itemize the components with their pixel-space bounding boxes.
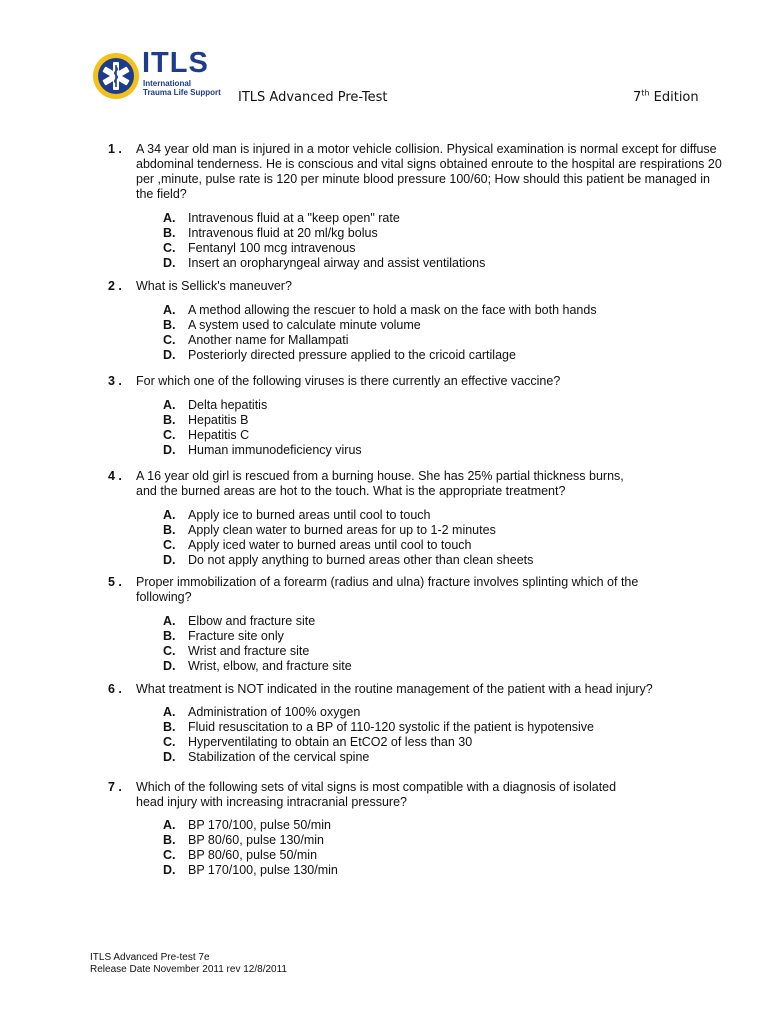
option-a[interactable]: A. Apply ice to burned areas until cool to touch <box>163 508 431 522</box>
option-a[interactable]: A. Delta hepatitis <box>163 398 268 412</box>
option-b[interactable]: B. Intravenous fluid at 20 ml/kg bolus <box>163 226 378 240</box>
answer-options <box>163 303 597 363</box>
footer-line: Release Date November 2011 rev 12/8/2011 <box>90 964 287 975</box>
option-c[interactable]: C. BP 80/60, pulse 50/min <box>163 848 318 862</box>
document-title: ITLS Advanced Pre-Test <box>238 90 388 105</box>
question-text: What is Sellick's maneuver? <box>136 279 292 293</box>
question-text: What treatment is NOT indicated in the routine management of the patient with a head injury? <box>136 682 653 696</box>
logo-subtitle: International Trauma Life Support <box>143 79 221 97</box>
option-c[interactable]: C. Hepatitis C <box>163 428 250 442</box>
option-c[interactable]: C. Hyperventilating to obtain an EtCO2 of less than 30 <box>163 735 473 749</box>
answer-options <box>163 818 338 878</box>
question-text: For which one of the following viruses is there currently an effective vaccine? <box>136 374 561 388</box>
option-a[interactable]: A. Administration of 100% oxygen <box>163 705 361 719</box>
answer-options <box>163 614 352 674</box>
answer-options <box>163 211 485 271</box>
logo-wordmark: ITLS <box>142 47 209 79</box>
option-d[interactable]: D. Human immunodeficiency virus <box>163 443 362 457</box>
option-b[interactable]: B. Apply clean water to burned areas for up to 1-2 minutes <box>163 523 496 537</box>
option-c[interactable]: C. Fentanyl 100 mcg intravenous <box>163 241 356 255</box>
answer-options <box>163 398 362 458</box>
option-d[interactable]: D. Posteriorly directed pressure applied to the cricoid cartilage <box>163 348 516 362</box>
question-text: A 16 year old girl is rescued from a burning house. She has 25% partial thickness burns, and the burned areas are hot to the touch. What is the appropriate treatment? <box>136 469 624 498</box>
option-a[interactable]: A. A method allowing the rescuer to hold a mask on the face with both hands <box>163 303 597 317</box>
option-d[interactable]: D. Insert an oropharyngeal airway and assist ventilations <box>163 256 486 270</box>
footer-line: ITLS Advanced Pre-test 7e <box>90 952 210 963</box>
option-a[interactable]: A. Elbow and fracture site <box>163 614 316 628</box>
page-header <box>0 0 768 120</box>
answer-options <box>163 705 594 765</box>
edition-label: 7th Edition <box>633 88 699 105</box>
question-number: 3 . <box>108 374 122 388</box>
option-c[interactable]: C. Another name for Mallampati <box>163 333 349 347</box>
itls-logo <box>92 46 224 104</box>
option-c[interactable]: C. Wrist and fracture site <box>163 644 310 658</box>
question-number: 6 . <box>108 682 122 696</box>
question-text: Which of the following sets of vital signs is most compatible with a diagnosis of isolated head injury with increasing intracranial pressure? <box>136 780 617 809</box>
option-b[interactable]: B. A system used to calculate minute volume <box>163 318 421 332</box>
option-b[interactable]: B. Fracture site only <box>163 629 284 643</box>
question-number: 7 . <box>108 780 122 794</box>
question-number: 2 . <box>108 279 122 293</box>
option-b[interactable]: B. Fluid resuscitation to a BP of 110-120 systolic if the patient is hypotensive <box>163 720 595 734</box>
question-number: 5 . <box>108 575 122 589</box>
answer-options <box>163 508 533 568</box>
question-text: A 34 year old man is injured in a motor vehicle collision. Physical examination is normal except for diffuse abdominal tenderness. He is conscious and vital signs obtained enroute to the hospital are respirations 20 per ,minute, pulse rate is 120 per minute blood pressure 100/60; How should this patient be managed in the field? <box>136 142 722 201</box>
question-text: Proper immobilization of a forearm (radius and ulna) fracture involves splinting which of the following? <box>136 575 639 604</box>
question-number: 1 . <box>108 142 122 156</box>
option-b[interactable]: B. BP 80/60, pulse 130/min <box>163 833 324 847</box>
star-of-life-icon <box>92 46 142 104</box>
option-d[interactable]: D. BP 170/100, pulse 130/min <box>163 863 338 877</box>
option-a[interactable]: A. Intravenous fluid at a "keep open" rate <box>163 211 400 225</box>
option-b[interactable]: B. Hepatitis B <box>163 413 249 427</box>
question-number: 4 . <box>108 469 122 483</box>
option-a[interactable]: A. BP 170/100, pulse 50/min <box>163 818 331 832</box>
option-d[interactable]: D. Wrist, elbow, and fracture site <box>163 659 352 673</box>
option-d[interactable]: D. Stabilization of the cervical spine <box>163 750 370 764</box>
option-c[interactable]: C. Apply iced water to burned areas until cool to touch <box>163 538 472 552</box>
page-footer <box>90 952 287 976</box>
option-d[interactable]: D. Do not apply anything to burned areas other than clean sheets <box>163 553 534 567</box>
